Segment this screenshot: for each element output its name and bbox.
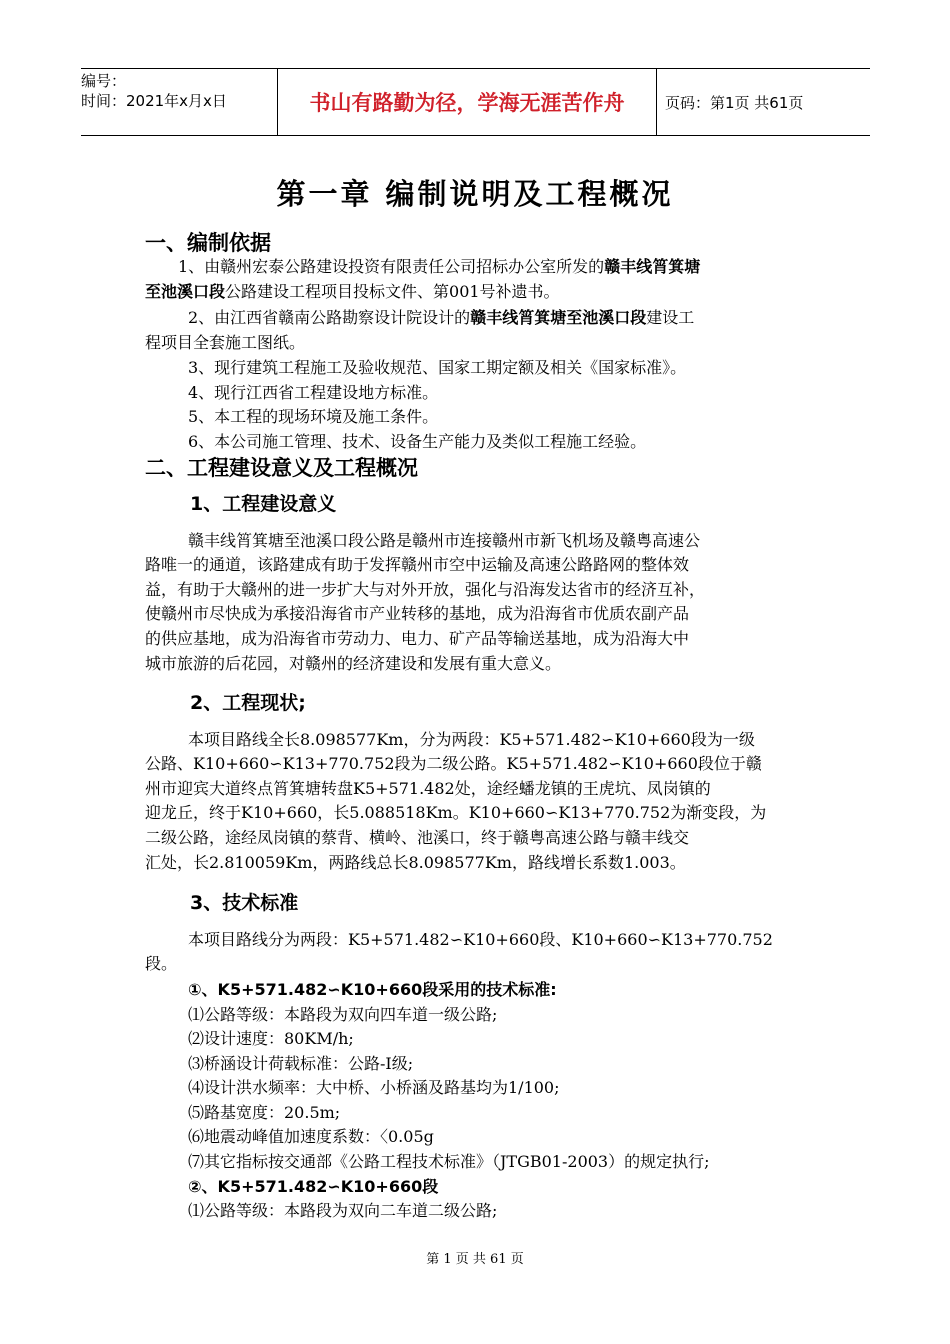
- std1-item: ⑵设计速度：80KM/h;: [188, 1029, 354, 1048]
- std1-item: ⑴公路等级：本路段为双向四车道一级公路;: [188, 1005, 498, 1024]
- sub2-line: 本项目路线全长8.098577Km，分为两段：K5+571.482∽K10+660段为一级: [188, 730, 755, 749]
- s1-p1-text-cont: 公路建设工程项目投标文件、第001号补遗书。: [225, 282, 560, 301]
- s1-p3: 3、现行建筑工程施工及验收规范、国家工期定额及相关《国家标准》。: [188, 358, 687, 377]
- sub1-line: 路唯一的通道，该路建成有助于发挥赣州市空中运输及高速公路路网的整体效: [145, 555, 690, 574]
- sub1-line: 赣丰线筲箕塘至池溪口段公路是赣州市连接赣州市新飞机场及赣粤高速公: [188, 531, 701, 550]
- section1-heading: 一、编制依据: [145, 231, 271, 255]
- s1-p2-text2: 建设工: [646, 308, 695, 327]
- sub2-heading: 2、工程现状;: [190, 692, 306, 714]
- sub1-heading: 1、工程建设意义: [190, 493, 337, 515]
- page-footer: 第 1 页 共 61 页: [426, 1252, 524, 1267]
- s1-p5: 5、本工程的现场环境及施工条件。: [188, 407, 439, 426]
- sub2-line: 迎龙丘，终于K10+660，长5.088518Km。K10+660∽K13+770.752为渐变段，为: [145, 803, 767, 822]
- sub1-line: 益，有助于大赣州的进一步扩大与对外开放，强化与沿海发达省市的经济互补，: [145, 580, 706, 599]
- page-header: [81, 68, 870, 136]
- std2-item: ⑴公路等级：本路段为双向二车道二级公路;: [188, 1201, 498, 1220]
- s1-p2-text: 2、由江西省赣南公路勘察设计院设计的: [188, 308, 471, 327]
- sub3-heading: 3、技术标准: [190, 892, 299, 914]
- std1-item: ⑹地震动峰值加速度系数：〈0.05g: [188, 1127, 434, 1146]
- sub3-intro: 本项目路线分为两段：K5+571.482∽K10+660段、K10+660∽K13+770.752: [188, 930, 773, 949]
- header-slogan: 书山有路勤为径，学海无涯苦作舟: [278, 69, 657, 135]
- std1-item: ⑶桥涵设计荷载标准：公路-Ⅰ级;: [188, 1054, 414, 1073]
- sub2-line: 公路、K10+660∽K13+770.752段为二级公路。K5+571.482∽K10+660段位于赣: [145, 754, 762, 773]
- chapter-title: 第一章 编制说明及工程概况: [276, 177, 674, 211]
- sub2-line: 二级公路，途经凤岗镇的蔡背、横岭、池溪口，终于赣粤高速公路与赣丰线交: [145, 828, 690, 847]
- std1-item: ⑺其它指标按交通部《公路工程技术标准》（JTGB01-2003）的规定执行;: [188, 1152, 710, 1171]
- std1-item: ⑸路基宽度：20.5m;: [188, 1103, 341, 1122]
- s1-p1-line2: [145, 280, 560, 304]
- s1-p2-project: 赣丰线筲箕塘至池溪口段: [470, 308, 647, 327]
- sub1-line: 城市旅游的后花园，对赣州的经济建设和发展有重大意义。: [145, 654, 562, 673]
- sub2-line: 汇处，长2.810059Km，两路线总长8.098577Km，路线增长系数1.003。: [145, 853, 686, 872]
- s1-p1-text: 1、由赣州宏泰公路建设投资有限责任公司招标办公室所发的: [178, 257, 605, 276]
- header-meta: [81, 69, 278, 135]
- s1-p1-line1: [178, 255, 700, 279]
- s1-p1-project-cont: 至池溪口段: [145, 282, 226, 301]
- sub1-line: 使赣州市尽快成为承接沿海省市产业转移的基地，成为沿海省市优质农副产品: [145, 604, 690, 623]
- section2-heading: 二、工程建设意义及工程概况: [145, 456, 418, 480]
- header-page: 页码：第1页 共61页: [665, 93, 804, 112]
- sub1-line: 的供应基地，成为沿海省市劳动力、电力、矿产品等输送基地，成为沿海大中: [145, 629, 690, 648]
- s1-p2-line2: 程项目全套施工图纸。: [145, 333, 306, 352]
- s1-p2-line1: [188, 306, 694, 330]
- sub3-intro-cont: 段。: [145, 954, 178, 973]
- std1-item: ⑷设计洪水频率：大中桥、小桥涵及路基均为1/100;: [188, 1078, 560, 1097]
- std1-heading: ①、K5+571.482∽K10+660段采用的技术标准:: [188, 980, 557, 999]
- s1-p6: 6、本公司施工管理、技术、设备生产能力及类似工程施工经验。: [188, 432, 647, 451]
- header-time: 时间：2021年x月x日: [81, 92, 227, 110]
- header-number: 编号：: [81, 72, 127, 90]
- std2-heading: ②、K5+571.482∽K10+660段: [188, 1177, 439, 1196]
- s1-p4: 4、现行江西省工程建设地方标准。: [188, 383, 439, 402]
- sub2-line: 州市迎宾大道终点筲箕塘转盘K5+571.482处，途经蟠龙镇的王虎坑、凤岗镇的: [145, 779, 711, 798]
- s1-p1-project: 赣丰线筲箕塘: [604, 257, 701, 276]
